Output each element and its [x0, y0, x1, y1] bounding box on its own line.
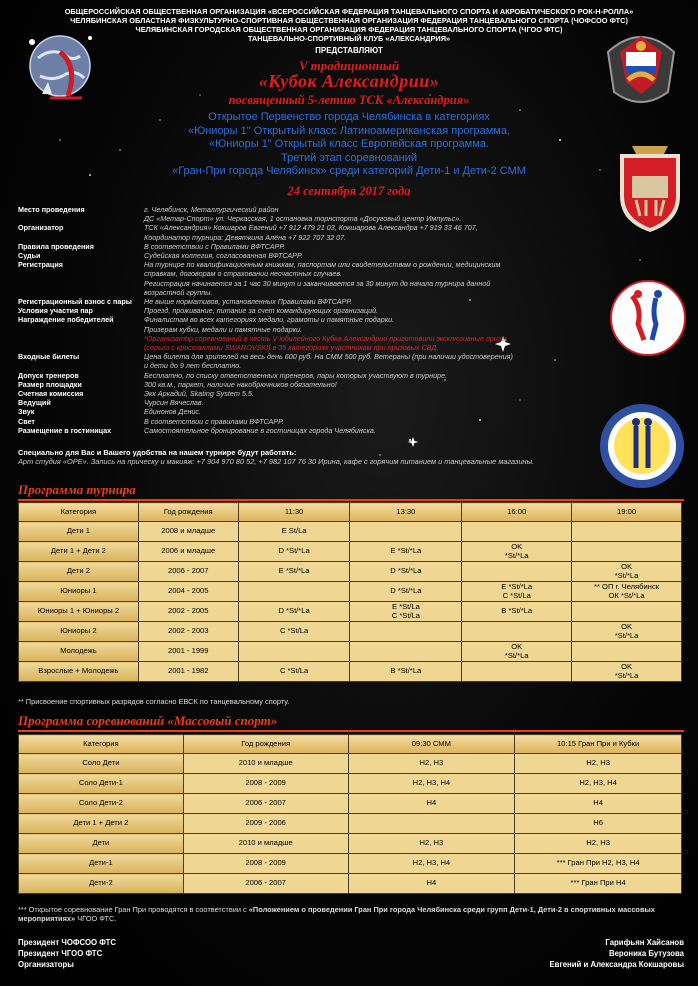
event-date: 24 сентября 2017 года	[287, 184, 411, 198]
table-cell: 2008 - 2009	[183, 774, 348, 794]
chofsoo-fts-logo	[598, 402, 686, 490]
table-row	[19, 602, 682, 622]
table-cell: D *St/*La	[350, 562, 462, 582]
info-value: ДС «Метар-Спорт» ул. Черкасская, 1 остановка торнспорта «Досуговый центр Импульс».	[144, 214, 462, 224]
info-row	[18, 417, 603, 426]
signer-title: Президент ЧГОО ФТС	[18, 949, 103, 959]
table-row	[19, 622, 682, 642]
table-row	[19, 814, 682, 834]
info-row	[18, 269, 603, 278]
mass-note-end: ЧГОО ФТС.	[75, 914, 117, 924]
info-row	[18, 251, 603, 260]
info-label	[18, 269, 144, 278]
info-row	[18, 214, 603, 223]
info-value: Самостоятельное бронирование в гостиницах города Челябинска.	[144, 425, 376, 435]
info-row	[18, 233, 603, 242]
table-cell	[572, 542, 682, 562]
info-label: Регистрация	[18, 260, 63, 270]
category-cell: Дети-2	[19, 874, 184, 894]
table-cell: E *St/*La	[238, 562, 350, 582]
info-row	[18, 352, 603, 361]
category-cell: Дети 1 + Дети 2	[19, 542, 139, 562]
info-row	[18, 279, 603, 288]
info-value: Координатор турнира: Девяткина Алёна +7 922 707 32 07.	[144, 232, 347, 242]
info-row	[18, 343, 603, 352]
info-row	[18, 325, 603, 334]
info-row	[18, 297, 603, 306]
info-value: Судейская коллегия, согласованная ВФТСАРР.	[144, 251, 303, 261]
info-row	[18, 389, 603, 398]
table-cell: Н2, Н3	[515, 834, 682, 854]
info-label: Счетная комиссия	[18, 389, 84, 399]
table-row	[19, 774, 682, 794]
program-note: ** Присвоение спортивных разрядов согласно ЕВСК по танцевальному спорту.	[18, 697, 290, 706]
info-value: *Организатор соревнований в честь V юбилейного Кубка Александрии приготовили эксклюзивные призы	[144, 333, 507, 343]
table-cell: 2001 - 1982	[138, 662, 238, 682]
category-cell: Соло Дети-2	[19, 794, 184, 814]
category-cell: Взрослые + Молодежь	[19, 662, 139, 682]
category-cell: Соло Дети	[19, 754, 184, 774]
table-cell	[572, 602, 682, 622]
table-cell: Н2, Н3, Н4	[348, 774, 515, 794]
info-value: На турнире по квалификационным книжкам, паспортам или свидетельствам о рождении, медицинским	[144, 260, 501, 270]
column-header: Год рождения	[183, 735, 348, 754]
table-cell: 2008 - 2009	[183, 854, 348, 874]
table-cell: E St/La	[238, 522, 350, 542]
info-label: Правила проведения	[18, 241, 94, 251]
table-cell	[572, 642, 682, 662]
table-row	[19, 562, 682, 582]
info-label	[18, 233, 144, 242]
info-value: В соответствии с правилами ВФТСАРР.	[144, 416, 284, 426]
table-header-row	[19, 503, 682, 522]
info-label	[18, 361, 144, 370]
info-row	[18, 315, 603, 324]
org-line: ЧЕЛЯБИНСКАЯ ОБЛАСТНАЯ ФИЗКУЛЬТУРНО-СПОРТИВНАЯ ОБЩЕСТВЕННАЯ ОРГАНИЗАЦИЯ ФЕДЕРАЦИЯ ТАНЦЕВАЛЬНОГО СПОРТА (ЧОФСОО ФТС)	[70, 16, 628, 25]
table-cell: C *St/La	[238, 622, 350, 642]
table-cell: Н2, Н3, Н4	[348, 854, 515, 874]
info-value: ТСК «Александрия» Кокшаров Евгений +7 912 479 21 03, Кокшарова Александра +7 919 33 46 707,	[144, 223, 478, 233]
title-dedication: посвященный 5-летию ТСК «Александрия»	[228, 93, 470, 107]
column-header: Год рождения	[138, 503, 238, 522]
info-label	[18, 325, 144, 334]
org-line: ОБЩЕРОССИЙСКАЯ ОБЩЕСТВЕННАЯ ОРГАНИЗАЦИЯ «ВСЕРОССИЙСКАЯ ФЕДЕРАЦИЯ ТАНЦЕВАЛЬНОГО СПОРТА И АКРОБАТИЧЕСКОГО РОК-Н-РОЛЛА»	[64, 7, 634, 16]
table-cell: 2006 и младше	[138, 542, 238, 562]
column-header: 19:00	[572, 503, 682, 522]
signer-names	[549, 937, 684, 971]
table-cell	[462, 662, 572, 682]
org-line: ЧЕЛЯБИНСКАЯ ГОРОДСКАЯ ОБЩЕСТВЕННАЯ ОРГАНИЗАЦИЯ ФЕДЕРАЦИЯ ТАНЦЕВАЛЬНОГО СПОРТА (ЧГОО ФТС)	[135, 25, 563, 34]
info-label	[18, 288, 144, 297]
table-cell	[348, 814, 515, 834]
info-label: Звук	[18, 407, 35, 417]
table-cell: OK *St/*La	[572, 562, 682, 582]
event-info	[18, 205, 603, 435]
special-details: Арт студия «ОРЕ». Запись на прическу и макияж: +7 904 970 80 52, +7 982 107 76 30 Ирина, кафе с горячим питанием и танцевальные магазины.	[18, 457, 535, 466]
table-cell: 2010 и младше	[183, 834, 348, 854]
table-cell: 2006 - 2007	[183, 874, 348, 894]
program-divider	[18, 499, 684, 501]
table-cell: Н4	[515, 794, 682, 814]
category-cell: Юниоры 1 + Юниоры 2	[19, 602, 139, 622]
subtitle-line: Третий этап соревнований	[281, 151, 417, 164]
info-label	[18, 214, 144, 223]
mass-sport-table	[18, 734, 682, 894]
table-cell: Н2, Н3, Н4	[515, 774, 682, 794]
table-cell: OK *St/*La	[462, 642, 572, 662]
special-services	[18, 448, 678, 466]
info-label: Место проведения	[18, 205, 85, 214]
table-cell: 2001 - 1999	[138, 642, 238, 662]
competition-subtitle	[0, 111, 698, 179]
info-row	[18, 205, 603, 214]
table-cell: B *St/*La	[462, 602, 572, 622]
program-table	[18, 502, 682, 682]
column-header: 16:00	[462, 503, 572, 522]
table-cell: Н2, Н3	[348, 754, 515, 774]
column-header: Категория	[19, 503, 139, 522]
info-row	[18, 361, 603, 370]
table-header-row	[19, 735, 682, 754]
table-cell: Н4	[348, 874, 515, 894]
info-row	[18, 288, 603, 297]
info-label: Организатор	[18, 223, 64, 233]
table-cell: *** Гран При Н2, Н3, Н4	[515, 854, 682, 874]
column-header: 09:30 СММ	[348, 735, 515, 754]
category-cell: Дети 2	[19, 562, 139, 582]
table-cell: Н6	[515, 814, 682, 834]
info-value: Призерам кубки, медали и памятные подарки.	[144, 324, 302, 334]
table-cell: 2004 - 2005	[138, 582, 238, 602]
table-cell	[350, 622, 462, 642]
table-cell: ** ОП г. Челябинск ОК *St/*La	[572, 582, 682, 602]
table-row	[19, 794, 682, 814]
table-cell: D *St/*La	[350, 582, 462, 602]
signer-titles	[18, 937, 116, 971]
table-cell: D *St/*La	[238, 602, 350, 622]
table-cell: E *St/La C *St/La	[350, 602, 462, 622]
mass-sport-divider	[18, 730, 684, 732]
table-cell: C *St/La	[238, 662, 350, 682]
info-row	[18, 223, 603, 232]
column-header: Категория	[19, 735, 184, 754]
mass-sport-title: Программа соревнований «Массовый спорт»	[18, 713, 278, 728]
table-cell: E *St/*La C *St/La	[462, 582, 572, 602]
table-cell: *** Гран При Н4	[515, 874, 682, 894]
table-cell: Н4	[348, 794, 515, 814]
title-cup-name: «Кубок Александрии»	[258, 71, 440, 91]
category-cell: Молодежь	[19, 642, 139, 662]
org-line: ТАНЦЕВАЛЬНО-СПОРТИВНЫЙ КЛУБ «АЛЕКСАНДРИЯ»	[247, 34, 451, 43]
category-cell: Дети 1	[19, 522, 139, 542]
table-row	[19, 854, 682, 874]
table-cell	[462, 562, 572, 582]
info-label: Условия участия пар	[18, 306, 93, 316]
table-cell	[462, 522, 572, 542]
table-cell	[350, 642, 462, 662]
info-label	[18, 334, 144, 343]
table-cell	[350, 522, 462, 542]
category-cell: Соло Дети-1	[19, 774, 184, 794]
table-cell: 2008 и младше	[138, 522, 238, 542]
info-value: Не выше нормативов, установленных Правилами ВФТСАРР.	[144, 297, 353, 307]
table-cell	[462, 622, 572, 642]
table-row	[19, 542, 682, 562]
info-row	[18, 398, 603, 407]
table-cell: B *St/*La	[350, 662, 462, 682]
federation-emblem-logo	[598, 22, 684, 112]
table-row	[19, 522, 682, 542]
info-value: возрастной группы.	[144, 287, 213, 297]
info-value: Единонов Денис.	[144, 407, 202, 417]
table-cell: Н2, Н3	[515, 754, 682, 774]
info-row	[18, 371, 603, 380]
table-row	[19, 874, 682, 894]
info-label	[18, 279, 144, 288]
table-row	[19, 642, 682, 662]
info-row	[18, 380, 603, 389]
info-row	[18, 242, 603, 251]
table-cell: OK *St/*La	[462, 542, 572, 562]
signer-name: Вероника Бутузова	[608, 949, 684, 959]
info-label: Свет	[18, 416, 35, 426]
info-value: Экк Аркадий, Skating System 5.5.	[144, 389, 254, 399]
info-row	[18, 306, 603, 315]
info-label: Награждение победителей	[18, 315, 114, 325]
table-cell: Н2, Н3	[348, 834, 515, 854]
info-value: Цена билета для зрителей на весь день 600 руб. На СММ 500 руб. Ветераны (при наличии удостоверения)	[144, 352, 513, 362]
info-value: 300 кв.м., паркет, наличие накобрючников обязательно!	[144, 379, 337, 389]
category-cell: Дети-1	[19, 854, 184, 874]
info-row	[18, 407, 603, 416]
table-row	[19, 834, 682, 854]
table-cell: 2002 - 2003	[138, 622, 238, 642]
column-header: 11:30	[238, 503, 350, 522]
table-cell	[572, 522, 682, 542]
table-cell: OK *St/*La	[572, 662, 682, 682]
special-heading: Специально для Вас и Вашего удобства на нашем турнире будут работать:	[18, 448, 297, 457]
table-cell	[238, 642, 350, 662]
table-cell: OK *St/*La	[572, 622, 682, 642]
category-cell: Юниоры 1	[19, 582, 139, 602]
info-row	[18, 334, 603, 343]
mass-note-plain: *** Открытое соревнование Гран При проводятся в соответствии с	[18, 905, 249, 914]
category-cell: Дети 1 + Дети 2	[19, 814, 184, 834]
info-value: Проезд, проживание, питание за счет командирующих организаций.	[144, 306, 379, 316]
column-header: 13:30	[350, 503, 462, 522]
info-value: Чурсин Вячеслав.	[144, 398, 204, 408]
presents-label: ПРЕДСТАВЛЯЮТ	[315, 46, 383, 55]
info-row	[18, 260, 603, 269]
title-edition: V традиционный	[298, 58, 400, 73]
signer-name: Евгений и Александра Кокшаровы	[549, 960, 684, 970]
table-row	[19, 754, 682, 774]
table-row	[19, 582, 682, 602]
info-label: Ведущий	[18, 398, 51, 408]
signer-title: Президент ЧОФСОО ФТС	[18, 938, 117, 947]
subtitle-line: «Юниоры 1" Открытый класс Латиноамериканская программа,	[187, 124, 511, 137]
column-header: 10:15 Гран При и Кубки	[515, 735, 682, 754]
signer-title: Организаторы	[18, 960, 74, 970]
info-value: Финалистам во всех категориях медали, грамоты и памятные подарки.	[144, 315, 395, 325]
chelyabinsk-coat-of-arms	[612, 142, 688, 234]
info-value: Бесплатно, по списку ответственных тренеров, пары которых участвуют в турнире.	[144, 370, 448, 380]
mass-note-bold: «Положением о проведении Гран При города Челябинска среди групп Дети-1, Дети-2 в спортивных массовых мероприятиях»	[18, 905, 655, 924]
subtitle-line: «Гран-При города Челябинск» среди категорий Дети-1 и Дети-2 СММ	[172, 165, 526, 177]
category-cell: Юниоры 2	[19, 622, 139, 642]
info-value: и дети до 9 лет бесплатно.	[144, 361, 242, 371]
table-cell: 2002 - 2005	[138, 602, 238, 622]
info-label: Судьи	[18, 251, 41, 261]
info-label: Размер площадки	[18, 379, 82, 389]
table-cell: 2006 - 2007	[183, 794, 348, 814]
table-cell: D *St/*La	[238, 542, 350, 562]
info-label	[18, 343, 144, 352]
signer-name: Гарифьян Хайсанов	[605, 938, 684, 947]
info-row	[18, 426, 603, 435]
info-value: справкам, договорам о страховании несчастных случаев.	[144, 269, 343, 279]
globe-dancer-logo	[20, 22, 108, 110]
table-cell: E *St/*La	[350, 542, 462, 562]
table-cell	[238, 582, 350, 602]
table-cell: 2009 - 2006	[183, 814, 348, 834]
info-label: Размещение в гостиницах	[18, 425, 112, 435]
info-value: Регистрация начинается за 1 час 30 минут и заканчивается за 30 минут до начала турнира данной	[144, 278, 491, 288]
table-cell: 2010 и младше	[183, 754, 348, 774]
category-cell: Дети	[19, 834, 184, 854]
info-value: В соответствии с Правилами ВФТСАРР.	[144, 241, 286, 251]
info-value: г. Челябинск, Металлургический район	[144, 205, 279, 214]
info-label: Регистрационный взнос с пары	[18, 297, 132, 307]
program-title: Программа турнира	[18, 482, 136, 497]
table-row	[19, 662, 682, 682]
info-value: (серьги с кристаллами SWAROVSKI) в 35 категориях участникам при призовых СВД.	[144, 343, 439, 353]
info-label: Входные билеты	[18, 352, 80, 362]
subtitle-line: Открытое Первенство города Челябинска в категориях	[208, 111, 490, 123]
table-cell: 2006 - 2007	[138, 562, 238, 582]
dance-federation-logo	[608, 278, 688, 358]
subtitle-line: «Юниоры 1" Открытый класс Европейская программа.	[209, 138, 489, 150]
info-label: Допуск тренеров	[18, 370, 79, 380]
mass-sport-note	[18, 905, 678, 924]
